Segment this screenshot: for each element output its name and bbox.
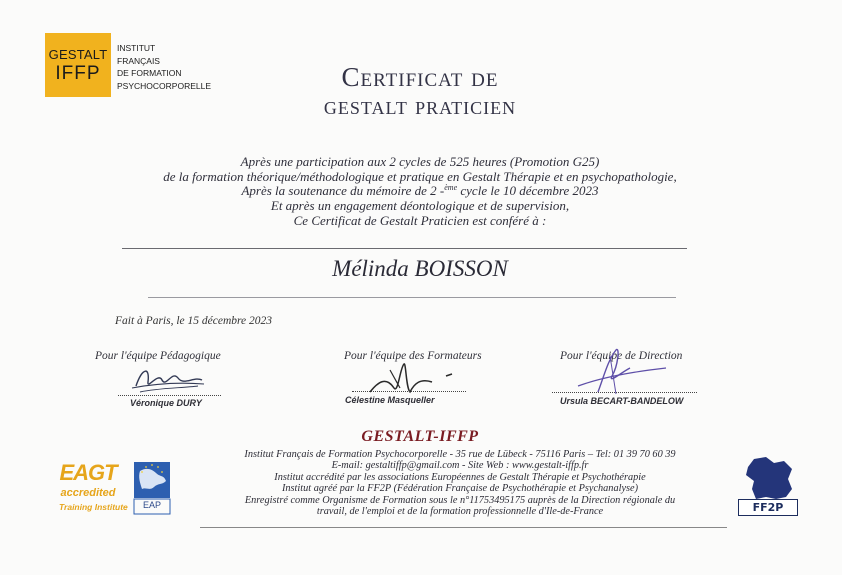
certificate-title-line-1: Certificat de	[341, 62, 499, 92]
footer-line: Institut accrédité par les associations Européennes de Gestalt Thérapie et Psychothérapie	[274, 471, 646, 483]
footer-address-block	[190, 449, 730, 517]
divider-bottom	[148, 297, 676, 298]
signatory-name-pedagogical: Véronique DURY	[130, 398, 202, 408]
signature-line-pedagogical	[118, 395, 221, 396]
logo-top-text: GESTALT	[48, 47, 108, 62]
footer-divider	[200, 527, 727, 528]
ff2p-label: FF2P	[738, 499, 798, 516]
footer-line: Institut agréé par la FF2P (Fédération Française de Psychothérapie et Psychanalyse)	[281, 483, 639, 495]
body-line: Et après un engagement déontologique et de supervision,	[270, 198, 570, 214]
signatory-name-trainers: Célestine Masqueller	[345, 395, 435, 405]
institute-line: INSTITUT	[117, 43, 156, 53]
institute-name	[117, 42, 227, 92]
recipient-name: Mélinda BOISSON	[332, 256, 508, 281]
footer-line: travail, de l'emploi et de la formation professionnelle d'Ile-de-France	[316, 506, 604, 518]
institute-line: DE FORMATION	[117, 68, 182, 78]
body-line-3-superscript: ème	[444, 183, 458, 193]
institute-line: FRANÇAIS	[117, 55, 160, 66]
eap-label: EAP	[142, 500, 161, 510]
eagt-badge-title: EAGT	[59, 460, 117, 485]
eagt-accreditation-badge	[59, 460, 128, 518]
footer-line: E-mail: gestaltiffp@gmail.com - Site Web : www.gestalt-iffp.fr	[331, 460, 589, 472]
institute-line: PSYCHOCORPORELLE	[117, 80, 211, 91]
certificate-title-line-2: gestalt praticien	[323, 93, 517, 120]
certificate-body	[100, 155, 740, 229]
organisation-name: GESTALT-IFFP	[361, 428, 479, 445]
body-line: Après une participation aux 2 cycles de 525 heures (Promotion G25)	[240, 154, 600, 169]
body-line-3-post: cycle le 10 décembre 2023	[457, 183, 599, 199]
signatory-label-direction: Pour l'équipe de Direction	[560, 350, 683, 362]
footer-line: Institut Français de Formation Psychocorporelle - 35 rue de Lübeck - 75116 Paris – Tel: 01 39 70 60 39	[244, 449, 676, 460]
signature-trainers	[360, 358, 460, 400]
body-line: de la formation théorique/méthodologique et pratique en Gestalt Thérapie et en psychopathologie,	[163, 168, 677, 184]
signature-line-direction	[552, 392, 697, 393]
signature-pedagogical	[128, 358, 208, 398]
footer-line: Enregistré comme Organisme de Formation sous le n°11753495175 auprès de la Direction régionale du	[244, 494, 676, 506]
eagt-badge-subtitle: accredited	[60, 487, 116, 499]
signatory-label-trainers: Pour l'équipe des Formateurs	[344, 350, 482, 362]
signature-line-trainers	[352, 391, 466, 392]
logo-bottom-text: IFFP	[55, 63, 101, 84]
body-line: Ce Certificat de Gestalt Praticien est conféré à :	[293, 212, 547, 228]
gestalt-iffp-logo	[45, 33, 111, 97]
eagt-badge-caption: Training Institute	[59, 502, 128, 512]
signatory-label-pedagogical: Pour l'équipe Pédagogique	[95, 350, 221, 362]
issue-place-date: Fait à Paris, le 15 décembre 2023	[115, 315, 273, 327]
body-line	[100, 184, 740, 199]
body-line-3-pre: Après la soutenance du mémoire de 2 -	[241, 183, 445, 199]
signatory-name-direction: Ursula BECART-BANDELOW	[560, 396, 684, 406]
divider-top	[122, 248, 687, 249]
